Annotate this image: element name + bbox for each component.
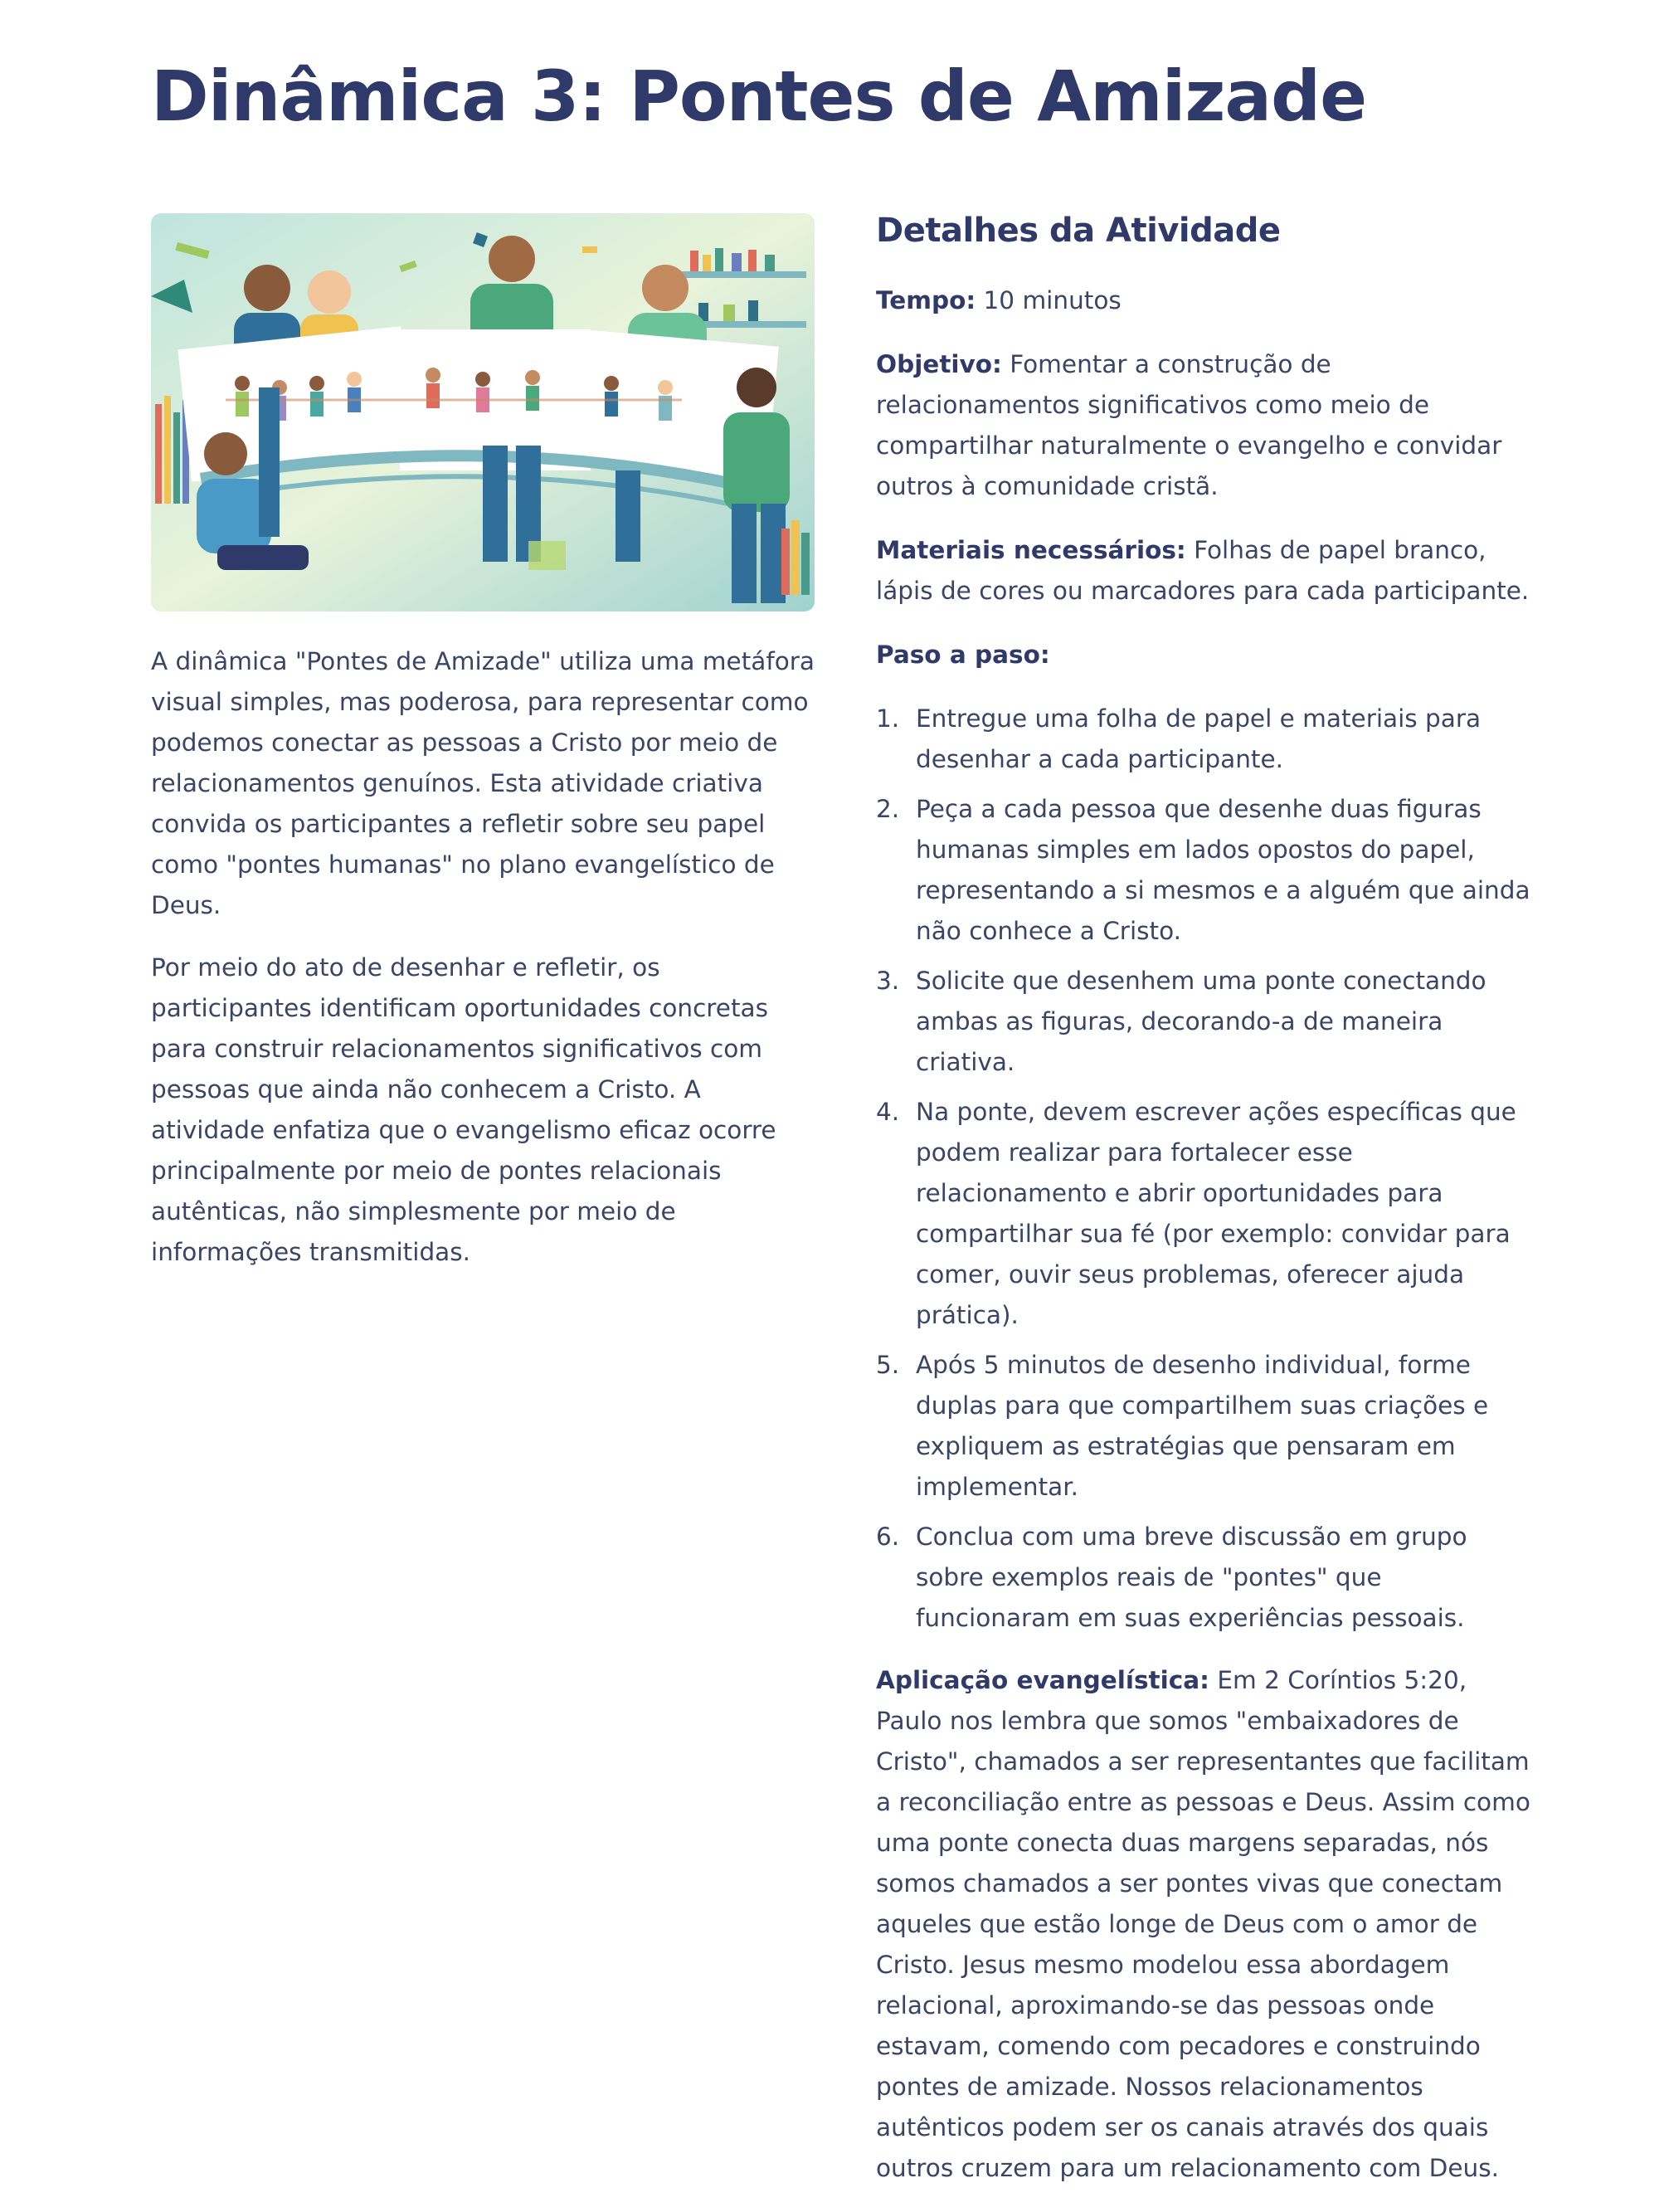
left-column [151, 213, 815, 1294]
step-number: 1. [876, 704, 900, 733]
materials-value: Folhas de papel branco, lápis de cores ou marcadores para cada participante. [876, 536, 1530, 605]
objective-row [876, 344, 1540, 507]
materials-label: Materiais necessários: [876, 536, 1186, 564]
list-item [876, 699, 1540, 780]
steps-list [876, 699, 1540, 1639]
step-text: Peça a cada pessoa que desenhe duas figuras humanas simples em lados opostos do papel, representando a si mesmos e a alguém que ainda não conhece a Cristo. [916, 795, 1530, 945]
list-item [876, 961, 1540, 1083]
step-text: Entregue uma folha de papel e materiais para desenhar a cada participante. [916, 704, 1482, 773]
page-title: Dinâmica 3: Pontes de Amizade [151, 56, 1367, 137]
time-value: 10 minutos [983, 286, 1122, 314]
details-heading: Detalhes da Atividade [876, 212, 1281, 250]
step-number: 5. [876, 1351, 900, 1379]
step-number: 6. [876, 1523, 900, 1551]
step-text: Após 5 minutos de desenho individual, forme duplas para que compartilhem suas criações e expliquem as estratégias que pensaram em implementar. [916, 1351, 1489, 1501]
step-number: 3. [876, 967, 900, 995]
materials-row [876, 530, 1540, 611]
step-text: Solicite que desenhem uma ponte conectando ambas as figuras, decorando-a de maneira criativa. [916, 967, 1487, 1076]
step-number: 2. [876, 795, 900, 823]
illustration-image [151, 213, 815, 611]
step-text: Na ponte, devem escrever ações específicas que podem realizar para fortalecer esse relacionamento e abrir oportunidades para compartilhar sua fé (por exemplo: convidar para comer, ouvir seus problemas, oferecer ajuda prática). [916, 1098, 1516, 1329]
time-label: Tempo: [876, 286, 976, 314]
application-label: Aplicação evangelística: [876, 1666, 1209, 1694]
intro-paragraph-2: Por meio do ato de desenhar e refletir, os participantes identificam oportunidades concretas para construir relacionamentos significativos com pessoas que ainda não conhecem a Cristo. A atividade enfatiza que o evangelismo eficaz ocorre principalmente por meio de pontes relacionais autênticas, não simplesmente por meio de informações transmitidas. [151, 953, 776, 1266]
step-number: 4. [876, 1098, 900, 1126]
application-value: Em 2 Coríntios 5:20, Paulo nos lembra que somos "embaixadores de Cristo", chamados a ser representantes que facilitam a reconciliação entre as pessoas e Deus. Assim como uma ponte conecta duas margens separadas, nós somos chamados a ser pontes vivas que conectam aqueles que estão longe de Deus com o amor de Cristo. Jesus mesmo modelou essa abordagem relacional, aproximando-se das pessoas onde estavam, comendo com pecadores e construindo pontes de amizade. Nossos relacionamentos autênticos podem ser os canais através dos quais outros cruzem para um relacionamento com Deus. [876, 1666, 1530, 2182]
list-item [876, 1517, 1540, 1639]
steps-label: Paso a paso: [876, 641, 1050, 669]
list-item [876, 789, 1540, 952]
steps-heading-row [876, 635, 1540, 675]
time-row [876, 280, 1540, 321]
objective-value: Fomentar a construção de relacionamentos significativos como meio de compartilhar naturalmente o evangelho e convidar outros à comunidade cristã. [876, 350, 1502, 500]
details-column [876, 206, 1540, 2212]
list-item [876, 1345, 1540, 1508]
application-row [876, 1660, 1540, 2189]
intro-paragraph-1: A dinâmica "Pontes de Amizade" utiliza uma metáfora visual simples, mas poderosa, para representar como podemos conectar as pessoas a Cristo por meio de relacionamentos genuínos. Esta atividade criativa convida os participantes a refletir sobre seu papel como "pontes humanas" no plano evangelístico de Deus. [151, 647, 815, 919]
list-item [876, 1092, 1540, 1336]
step-text: Conclua com uma breve discussão em grupo sobre exemplos reais de "pontes" que funcionaram em suas experiências pessoais. [916, 1523, 1467, 1632]
objective-label: Objetivo: [876, 350, 1002, 378]
